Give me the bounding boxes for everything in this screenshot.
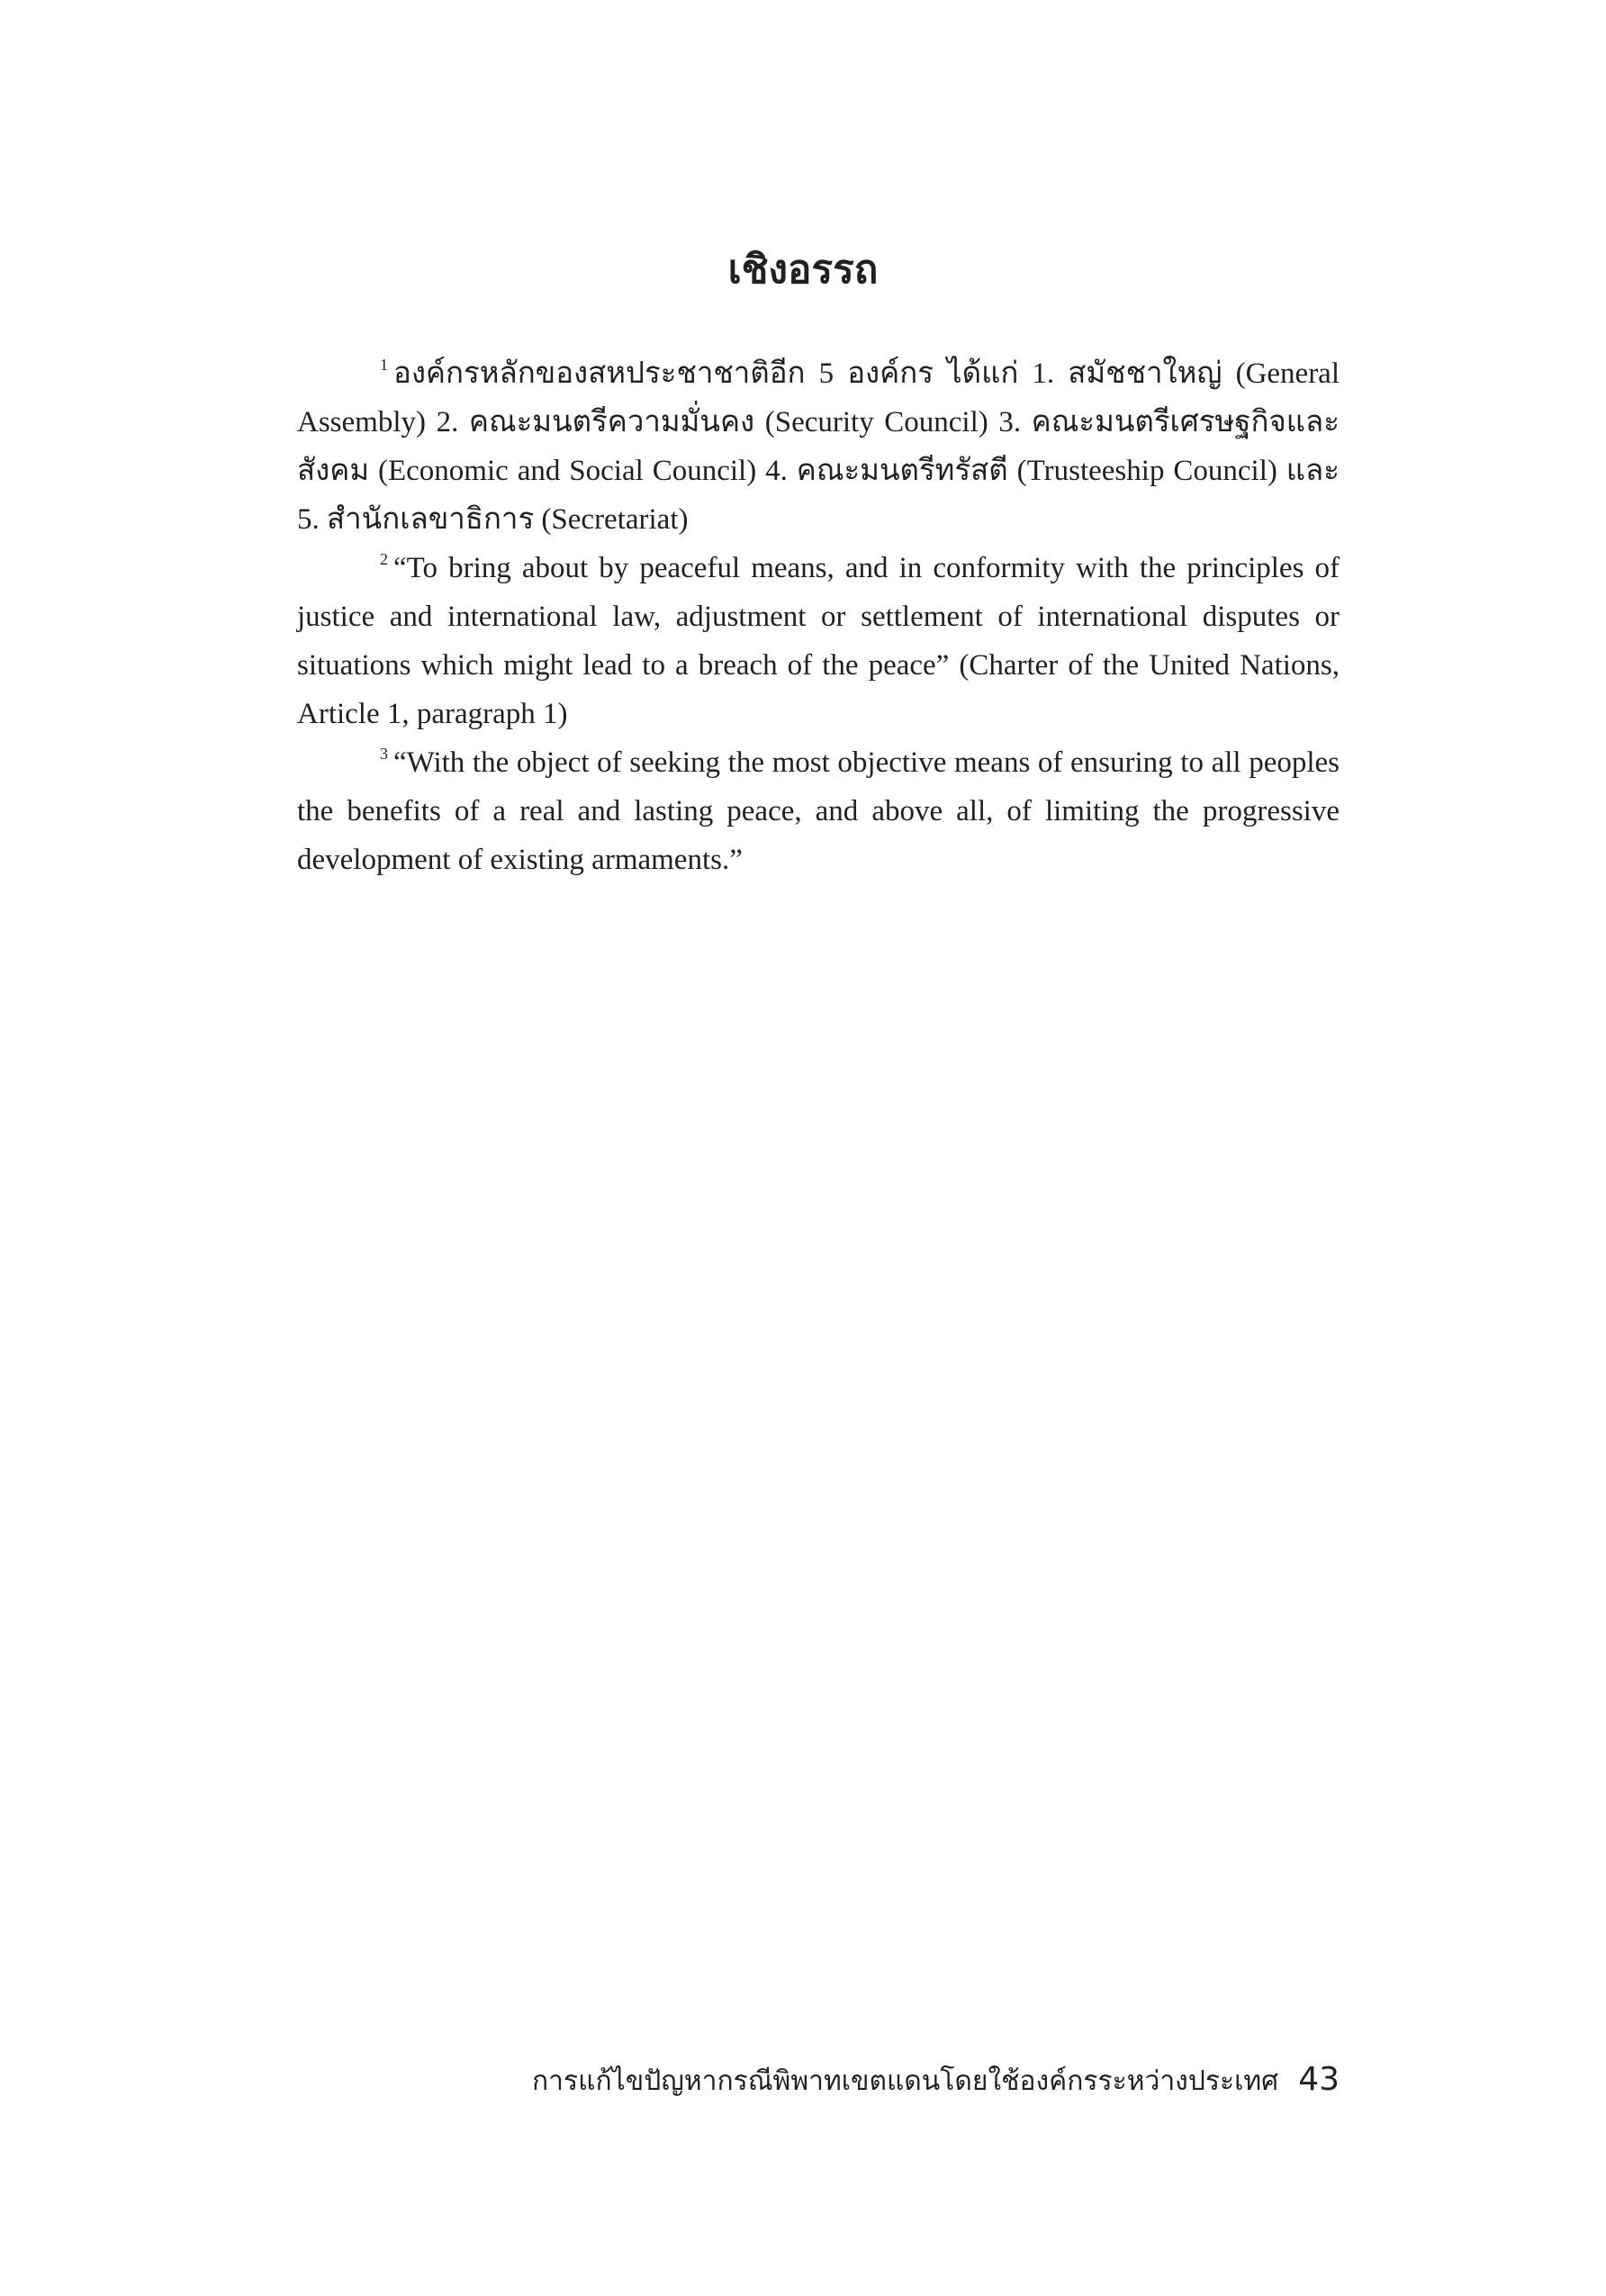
- footnote-marker: 3: [380, 745, 388, 763]
- footnote-text: “To bring about by peaceful means, and in conformity with the principles of justice and international law, adjustment or settlement of international disputes or situations which might lead to a breach of the peace” (Charter of the United Nations, Article 1, paragraph 1): [297, 552, 1340, 730]
- page-number: 43: [1298, 2061, 1340, 2098]
- page-footer: [297, 2058, 1340, 2103]
- footnote-list: [297, 349, 1340, 884]
- footnote-2: [297, 544, 1340, 738]
- footnote-text: “With the object of seeking the most objective means of ensuring to all peoples the benefits of a real and lasting peace, and above all, of limiting the progressive development of existing armaments.”: [297, 746, 1340, 876]
- footnote-3: [297, 738, 1340, 884]
- footnote-text: องค์กรหลักของสหประชาชาติอีก 5 องค์กร ได้แก่ 1. สมัชชาใหญ่ (General Assembly) 2. คณะมนตรีความมั่นคง (Security Council) 3. คณะมนตรีเศรษฐกิจและสังคม (Economic and Social Council) 4. คณะมนตรีทรัสตี (Trusteeship Council) และ 5. สำนักเลขาธิการ (Secretariat): [297, 357, 1340, 536]
- page-title: เชิงอรรถ: [727, 247, 879, 293]
- footnote-marker: 1: [380, 356, 388, 374]
- running-title: การแก้ไขปัญหากรณีพิพาทเขตแดนโดยใช้องค์กรระหว่างประเทศ: [532, 2065, 1279, 2097]
- footnote-1: [297, 349, 1340, 544]
- footnote-marker: 2: [380, 550, 388, 568]
